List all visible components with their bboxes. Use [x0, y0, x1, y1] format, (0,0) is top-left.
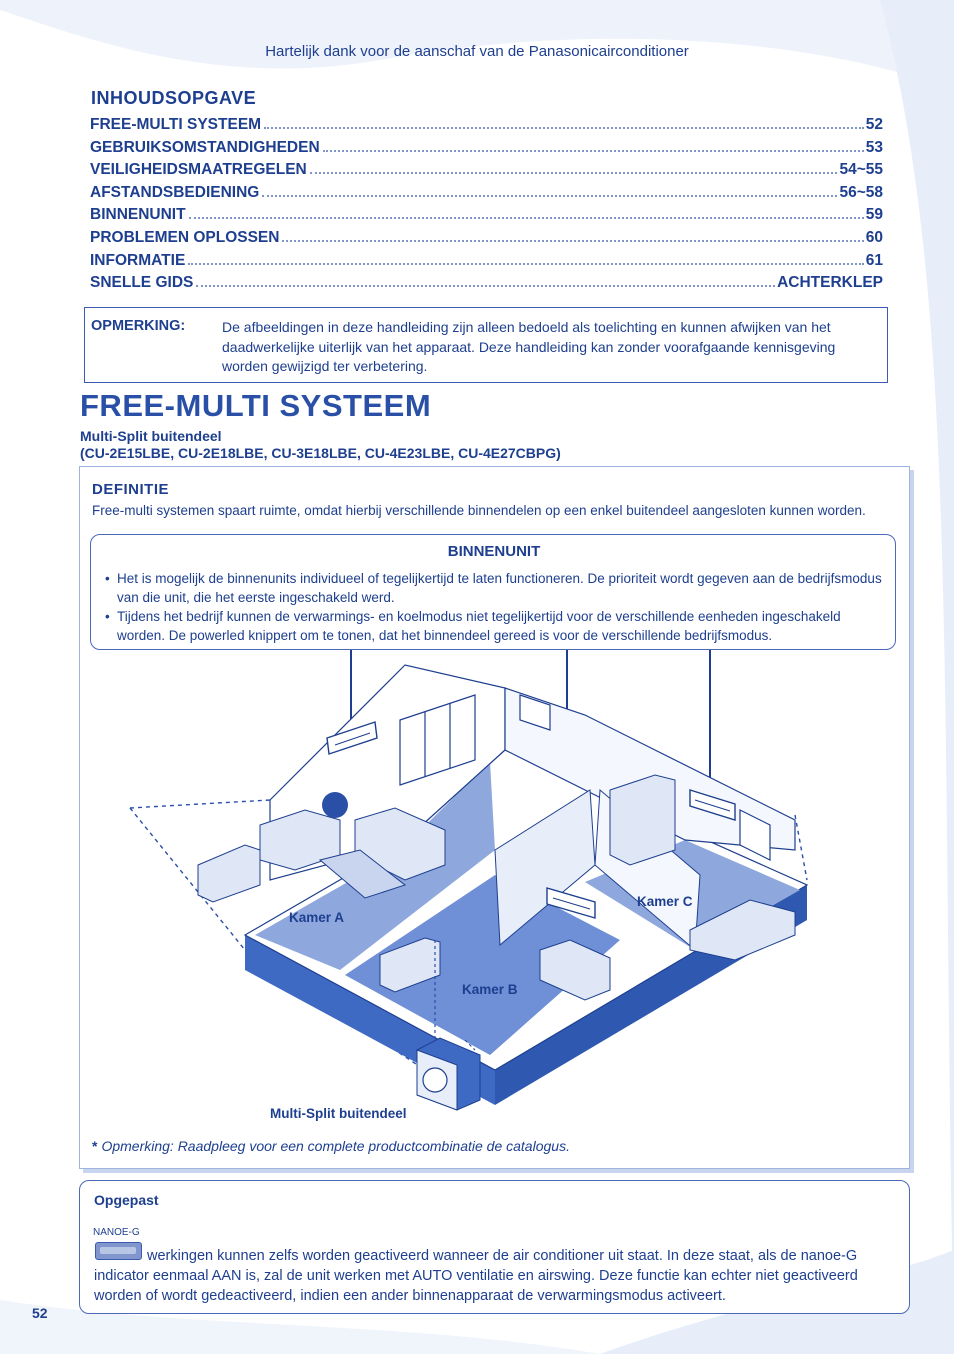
toc-item-label: BINNENUNIT [90, 206, 186, 224]
note-text: De afbeeldingen in deze handleiding zijn alleen bedoeld als toelichting en kunnen afwijken van het daadwerkelijke uiterlijk van het apparaat. Deze handleiding kan zonder voorafgaande kennisgeving worden gewijzigd ter verbetering. [222, 319, 836, 374]
toc-item-label: FREE-MULTI SYSTEEM [90, 116, 262, 133]
toc-title: INHOUDSOPGAVE [91, 88, 257, 108]
room-b-label: Kamer B [462, 982, 518, 997]
toc-item-label: INFORMATIE [90, 251, 186, 269]
toc-leader [264, 127, 864, 129]
nanoe-indicator-label: NANOE-G [93, 1227, 140, 1238]
page-number: 52 [32, 1305, 48, 1321]
plant-icon [322, 792, 348, 818]
toc-item-page: 53 [865, 138, 883, 156]
toc-item[interactable] [90, 184, 883, 207]
toc-leader [189, 217, 864, 219]
indoor-unit-title: BINNENUNIT [447, 543, 541, 560]
toc-item-page: 52 [865, 116, 883, 133]
definition-text: Free-multi systemen spaart ruimte, omdat hierbij verschillende binnendelen op een enkel buitendeel aangesloten kunnen worden. [92, 503, 866, 518]
list-item [105, 607, 885, 645]
table-of-contents [90, 116, 883, 297]
header-text: Hartelijk dank voor de aanschaf van de Panasonicairconditioner [265, 43, 689, 60]
toc-leader [196, 285, 775, 287]
toc-item-label: SNELLE GIDS [90, 274, 194, 292]
toc-item-page: ACHTERKLEP [777, 274, 883, 292]
toc-leader [282, 240, 863, 242]
indoor-unit-list [105, 569, 885, 645]
toc-item-page: 54~55 [839, 161, 883, 179]
footnote-asterisk: * [92, 1138, 98, 1154]
outdoor-unit-label: Multi-Split buitendeel [270, 1106, 407, 1121]
list-item-text: Het is mogelijk de binnenunits individueel of tegelijkertijd te laten functioneren. De prioriteit wordt gegeven aan de bedrijfsmodus van die unit, die het eerste ingeschakeld werd. [117, 571, 882, 605]
room-a-label: Kamer A [289, 910, 345, 925]
toc-item[interactable] [90, 229, 883, 252]
toc-item[interactable] [90, 252, 883, 275]
toc-item-page: 56~58 [839, 183, 883, 201]
room-c-label: Kamer C [637, 894, 693, 909]
bullet-icon: • [105, 571, 110, 586]
toc-item[interactable] [90, 139, 883, 162]
model-list: (CU-2E15LBE, CU-2E18LBE, CU-3E18LBE, CU-4E23LBE, CU-4E27CBPG) [80, 445, 561, 461]
toc-item-page: 61 [865, 251, 883, 269]
list-item-text: Tijdens het bedrijf kunnen de verwarmings- en koelmodus niet tegelijkertijd voor de verschillende eenheden ingeschakeld worden. De powerled knippert om te tonen, dat het binnendeel gereed is voor de verschillende bedrijfsmodus. [117, 609, 841, 643]
toc-item-label: PROBLEMEN OPLOSSEN [90, 228, 280, 246]
toc-item[interactable] [90, 116, 883, 139]
caution-title: Opgepast [94, 1192, 159, 1208]
list-item [105, 569, 885, 607]
note-label: OPMERKING: [91, 318, 186, 334]
footnote-text: Opmerking: Raadpleeg voor een complete productcombinatie de catalogus. [101, 1138, 570, 1154]
section-subtitle: Multi-Split buitendeel [80, 428, 222, 444]
section-title: FREE-MULTI SYSTEEM [80, 388, 432, 423]
toc-item-label: AFSTANDSBEDIENING [90, 183, 260, 201]
definition-title: DEFINITIE [92, 481, 170, 498]
toc-item[interactable] [90, 274, 883, 297]
toc-leader [262, 195, 837, 197]
toc-item-label: VEILIGHEIDSMAATREGELEN [90, 161, 307, 179]
house-diagram [95, 650, 895, 1130]
footnote [92, 1138, 570, 1154]
toc-leader [323, 150, 864, 152]
toc-item-label: GEBRUIKSOMSTANDIGHEDEN [90, 138, 320, 156]
indoor-unit-box [90, 534, 896, 650]
toc-item-page: 60 [865, 228, 883, 246]
note-box [84, 307, 888, 383]
bullet-icon: • [105, 609, 110, 624]
toc-item[interactable] [90, 161, 883, 184]
toc-item-page: 59 [865, 206, 883, 224]
toc-item[interactable] [90, 206, 883, 229]
caution-box [79, 1180, 910, 1314]
toc-leader [310, 172, 838, 174]
caution-text: werkingen kunnen zelfs worden geactiveerd wanneer de air conditioner uit staat. In deze staat, als de nanoe-G indicator eenmaal AAN is, zal de unit werken met AUTO ventilatie en airswing. Deze functie kan echter niet geactiveerd worden of wordt gedeactiveerd, indien een ander binnenapparaat de verwarmingsmodus activeert. [94, 1248, 858, 1304]
toc-leader [188, 263, 863, 265]
